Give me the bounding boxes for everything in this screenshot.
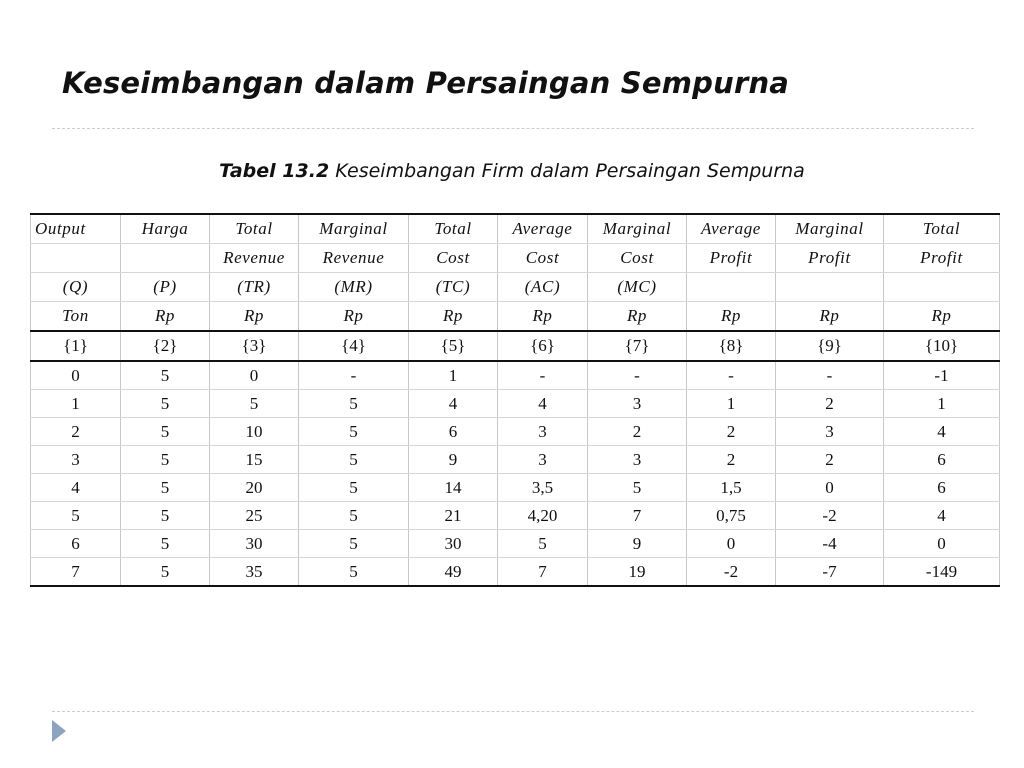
table-cell: 0 <box>884 530 1000 558</box>
footer-divider <box>52 711 974 712</box>
table-cell: -7 <box>776 558 884 587</box>
table-cell: Rp <box>884 302 1000 332</box>
table-cell: 5 <box>588 474 687 502</box>
table-cell: 4 <box>409 390 498 418</box>
title-divider <box>52 128 974 129</box>
table-cell: 7 <box>31 558 121 587</box>
table-row <box>31 446 1000 474</box>
table-row <box>31 361 1000 390</box>
table-cell: 7 <box>498 558 588 587</box>
table-cell: (MC) <box>588 273 687 302</box>
table-cell: Output <box>31 214 121 244</box>
table-cell: - <box>687 361 776 390</box>
table-cell: 5 <box>299 474 409 502</box>
equilibrium-table <box>30 213 1000 587</box>
table-cell: {2} <box>121 331 210 361</box>
table-cell: Harga <box>121 214 210 244</box>
table-cell: 3 <box>588 446 687 474</box>
table-cell: 5 <box>121 530 210 558</box>
table-row <box>31 474 1000 502</box>
table-cell: Marginal <box>588 214 687 244</box>
table-row <box>31 390 1000 418</box>
table-cell: 6 <box>31 530 121 558</box>
table-cell: 5 <box>121 418 210 446</box>
table-cell: (MR) <box>299 273 409 302</box>
table-cell: 5 <box>299 418 409 446</box>
table-cell: 5 <box>299 502 409 530</box>
table-cell: - <box>588 361 687 390</box>
table-cell: Rp <box>687 302 776 332</box>
table-cell: Rp <box>588 302 687 332</box>
table-cell: 0,75 <box>687 502 776 530</box>
table-cell: 0 <box>31 361 121 390</box>
table-cell: 5 <box>299 390 409 418</box>
table-cell: Cost <box>498 244 588 273</box>
table-cell: Profit <box>687 244 776 273</box>
table-cell: 14 <box>409 474 498 502</box>
table-cell: 30 <box>409 530 498 558</box>
header-row <box>31 273 1000 302</box>
table-caption-label: Tabel 13.2 <box>219 160 330 182</box>
table-cell <box>884 273 1000 302</box>
table-cell: 1 <box>409 361 498 390</box>
table-cell: 0 <box>210 361 299 390</box>
table-cell: 1 <box>31 390 121 418</box>
table-caption-text: Keseimbangan Firm dalam Persaingan Sempurna <box>335 160 805 182</box>
table-cell: 30 <box>210 530 299 558</box>
column-number-row <box>31 331 1000 361</box>
table-cell: 4 <box>498 390 588 418</box>
table-cell: 2 <box>588 418 687 446</box>
table-cell: 5 <box>299 558 409 587</box>
table-cell: Rp <box>121 302 210 332</box>
table-cell: (TR) <box>210 273 299 302</box>
table-cell: 10 <box>210 418 299 446</box>
table-cell: 5 <box>121 558 210 587</box>
table-cell: -2 <box>776 502 884 530</box>
table-cell: 1,5 <box>687 474 776 502</box>
table-cell: 9 <box>588 530 687 558</box>
table-cell: {1} <box>31 331 121 361</box>
table-cell: 5 <box>121 474 210 502</box>
table-cell: 49 <box>409 558 498 587</box>
table-cell: Total <box>210 214 299 244</box>
table-cell: Revenue <box>299 244 409 273</box>
table-cell: 35 <box>210 558 299 587</box>
table-cell: Rp <box>498 302 588 332</box>
table-cell: 3 <box>776 418 884 446</box>
table-cell: Average <box>687 214 776 244</box>
table-cell: 3 <box>498 446 588 474</box>
table-cell: Marginal <box>299 214 409 244</box>
table-cell: 5 <box>299 446 409 474</box>
table-cell: {9} <box>776 331 884 361</box>
table-row <box>31 502 1000 530</box>
table-cell: (TC) <box>409 273 498 302</box>
table-cell: Profit <box>776 244 884 273</box>
slide-title: Keseimbangan dalam Persaingan Sempurna <box>62 66 790 100</box>
table-cell: 5 <box>299 530 409 558</box>
table-cell: Revenue <box>210 244 299 273</box>
table-cell: Average <box>498 214 588 244</box>
table-cell: Ton <box>31 302 121 332</box>
table-cell: -2 <box>687 558 776 587</box>
table-cell: 7 <box>588 502 687 530</box>
table-cell: Profit <box>884 244 1000 273</box>
table-cell: 5 <box>31 502 121 530</box>
table-cell: {8} <box>687 331 776 361</box>
table-cell: 2 <box>776 446 884 474</box>
table-cell: {6} <box>498 331 588 361</box>
table-cell <box>31 244 121 273</box>
table-cell <box>687 273 776 302</box>
table-cell: Total <box>409 214 498 244</box>
table-cell: 5 <box>121 502 210 530</box>
table-cell: (P) <box>121 273 210 302</box>
table-cell: 3 <box>498 418 588 446</box>
table-row <box>31 418 1000 446</box>
table-cell: 9 <box>409 446 498 474</box>
table-cell: - <box>776 361 884 390</box>
table-cell: 5 <box>121 446 210 474</box>
table-cell: 6 <box>884 446 1000 474</box>
table-cell: 3 <box>588 390 687 418</box>
table-cell: {5} <box>409 331 498 361</box>
table-cell <box>776 273 884 302</box>
table-row <box>31 558 1000 587</box>
table-cell: - <box>299 361 409 390</box>
table-cell: -1 <box>884 361 1000 390</box>
table-cell: {3} <box>210 331 299 361</box>
table-cell: 5 <box>121 390 210 418</box>
table-cell: 2 <box>687 418 776 446</box>
table-cell: -4 <box>776 530 884 558</box>
table-cell: {4} <box>299 331 409 361</box>
table-cell: 19 <box>588 558 687 587</box>
table-cell: 6 <box>409 418 498 446</box>
table-cell: 2 <box>31 418 121 446</box>
table-cell: (Q) <box>31 273 121 302</box>
table-cell: 21 <box>409 502 498 530</box>
table-cell: 25 <box>210 502 299 530</box>
table-cell: - <box>498 361 588 390</box>
table-cell: 1 <box>687 390 776 418</box>
table-cell: Rp <box>409 302 498 332</box>
table-cell: 6 <box>884 474 1000 502</box>
table-cell: 20 <box>210 474 299 502</box>
header-row <box>31 214 1000 244</box>
table-row <box>31 530 1000 558</box>
header-row <box>31 302 1000 332</box>
table-cell: 5 <box>210 390 299 418</box>
table-cell: Marginal <box>776 214 884 244</box>
table-cell: Cost <box>409 244 498 273</box>
table-cell: {10} <box>884 331 1000 361</box>
table-cell: Rp <box>299 302 409 332</box>
play-triangle-icon[interactable] <box>52 720 66 742</box>
table-cell: 4,20 <box>498 502 588 530</box>
table-cell: 4 <box>884 502 1000 530</box>
table-cell: 15 <box>210 446 299 474</box>
table-cell: Total <box>884 214 1000 244</box>
table-cell: (AC) <box>498 273 588 302</box>
table-cell: 4 <box>31 474 121 502</box>
table-cell: 4 <box>884 418 1000 446</box>
table-cell: 1 <box>884 390 1000 418</box>
table-cell: Rp <box>776 302 884 332</box>
table-cell: 3,5 <box>498 474 588 502</box>
table-cell: Rp <box>210 302 299 332</box>
table-cell: 5 <box>498 530 588 558</box>
table-cell: 2 <box>776 390 884 418</box>
table-cell: 3 <box>31 446 121 474</box>
header-row <box>31 244 1000 273</box>
table-cell: 0 <box>687 530 776 558</box>
table-cell: -149 <box>884 558 1000 587</box>
table-cell: 0 <box>776 474 884 502</box>
table-cell: Cost <box>588 244 687 273</box>
table-cell <box>121 244 210 273</box>
table-cell: {7} <box>588 331 687 361</box>
table-caption <box>0 160 1024 182</box>
table-cell: 5 <box>121 361 210 390</box>
table-cell: 2 <box>687 446 776 474</box>
